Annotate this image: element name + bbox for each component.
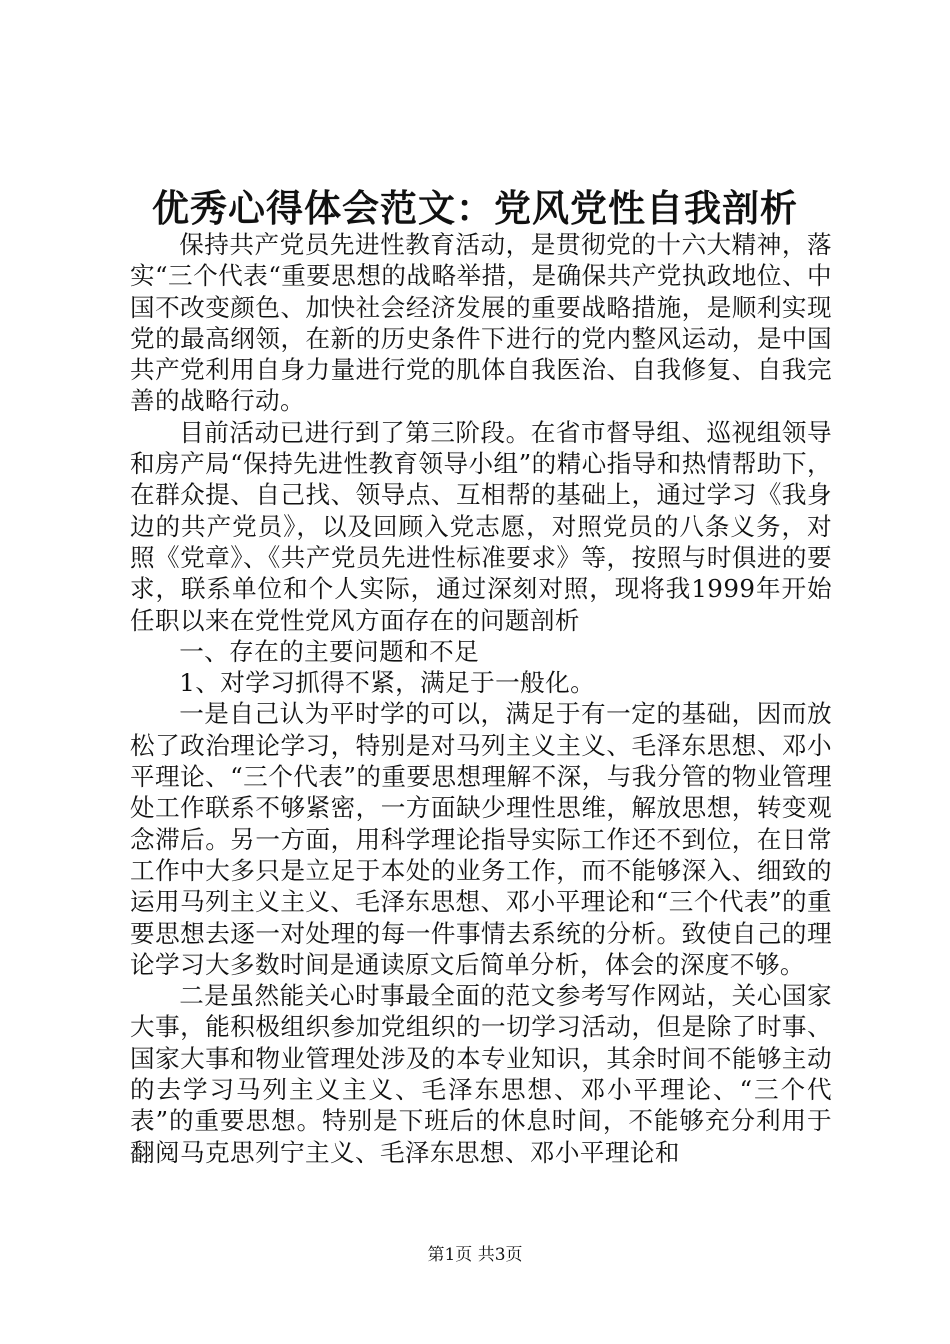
section-heading-problems: 一、存在的主要问题和不足 — [179, 636, 480, 666]
paragraph-intro: 保持共产党员先进性教育活动，是贯彻党的十六大精神，落实“三个代表“重要思想的战略举措，是确保共产党执政地位、中国不改变颜色、加快社会经济发展的重要战略措施，是顺利实现党的最高纲领，在新的历史条件下进行的党内整风运动，是中国共产党利用自身力量进行党的肌体自我医治、自我修复、自我完善的战略行动。 — [130, 230, 832, 416]
paragraph-point-two: 二是虽然能关心时事最全面的范文参考写作网站，关心国家大事，能积极组织参加党组织的一切学习活动，但是除了时事、国家大事和物业管理处涉及的本专业知识，其余时间不能够主动的去学习马列主义主义、毛泽东思想、邓小平理论、“三个代表”的重要思想。特别是下班后的休息时间，不能够充分利用于翻阅马克思列宁主义、毛泽东思想、邓小平理论和 — [130, 981, 832, 1167]
subsection-heading-study: 1、对学习抓得不紧，满足于一般化。 — [179, 668, 596, 698]
paragraph-point-one: 一是自己认为平时学的可以，满足于有一定的基础，因而放松了政治理论学习，特别是对马列主义主义、毛泽东思想、邓小平理论、“三个代表”的重要思想理解不深，与我分管的物业管理处工作联系不够紧密，一方面缺少理性思维，解放思想，转变观念滞后。另一方面，用科学理论指导实际工作还不到位，在日常工作中大多只是立足于本处的业务工作，而不能够深入、细致的运用马列主义主义、毛泽东思想、邓小平理论和“三个代表”的重要思想去逐一对处理的每一件事情去系统的分析。致使自己的理论学习大多数时间是通读原文后简单分析，体会的深度不够。 — [130, 699, 832, 979]
document-body — [130, 229, 832, 1168]
paragraph-current-stage: 目前活动已进行到了第三阶段。在省市督导组、巡视组领导和房产局“保持先进性教育领导小组”的精心指导和热情帮助下，在群众提、自己找、领导点、互相帮的基础上，通过学习《我身边的共产党员》，以及回顾入党志愿，对照党员的八条义务，对照《党章》、《共产党员先进性标准要求》等，按照与时俱进的要求，联系单位和个人实际，通过深刻对照，现将我1999年开始任职以来在党性党风方面存在的问题剖析 — [130, 417, 832, 635]
document-title: 优秀心得体会范文：党风党性自我剖析 — [152, 187, 798, 230]
page-footer: 第1页 共3页 — [427, 1245, 523, 1265]
